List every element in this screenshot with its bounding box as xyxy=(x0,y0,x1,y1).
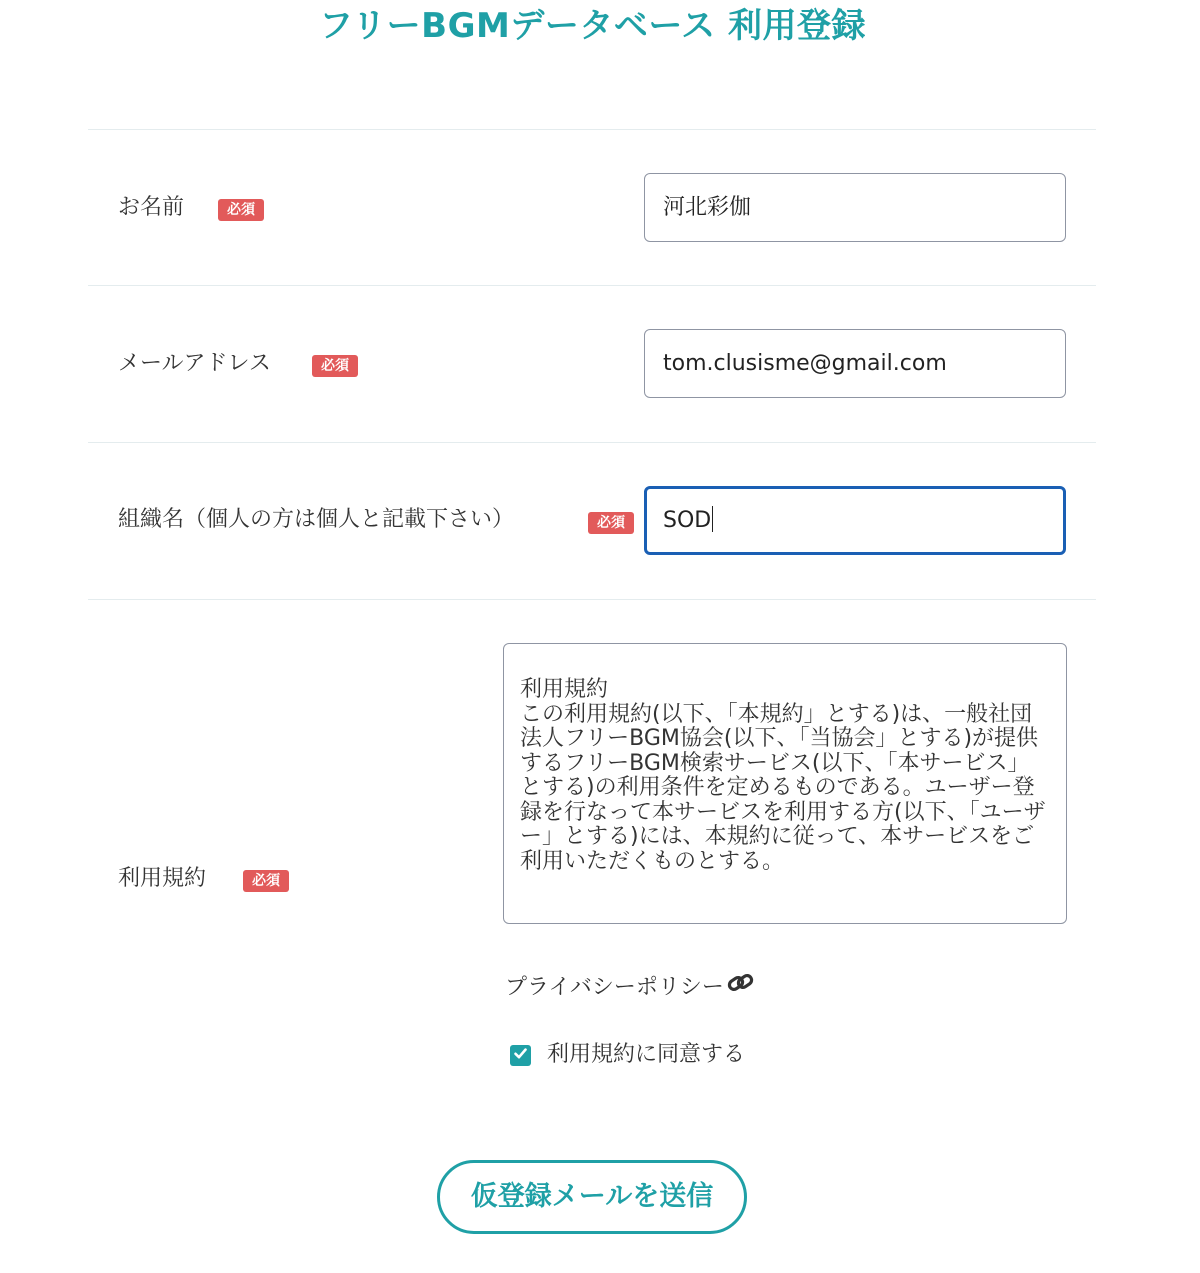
required-badge: 必須 xyxy=(243,870,289,892)
submit-button[interactable]: 仮登録メールを送信 xyxy=(437,1160,747,1234)
required-badge: 必須 xyxy=(588,512,634,534)
agree-checkbox-row[interactable] xyxy=(510,1040,745,1070)
required-badge: 必須 xyxy=(312,355,358,377)
required-badge: 必須 xyxy=(218,199,264,221)
terms-label: 利用規約 xyxy=(118,866,207,891)
organization-input-value: SOD xyxy=(663,508,712,533)
privacy-policy-link[interactable] xyxy=(505,970,756,1005)
divider xyxy=(88,129,1096,130)
email-label: メールアドレス xyxy=(118,351,271,376)
name-label: お名前 xyxy=(118,195,185,220)
terms-textarea[interactable] xyxy=(503,643,1067,924)
link-icon xyxy=(724,970,756,1005)
checkmark-icon xyxy=(513,1040,528,1070)
text-caret xyxy=(712,506,713,532)
terms-box-text: この利用規約(以下、「本規約」とする)は、一般社団法人フリーBGM協会(以下、「当協会」とする)が提供するフリーBGM検索サービス(以下、「本サービス」とする)の利用条件を定めるものである。ユーザー登録を行なって本サービスを利用する方(以下、「ユーザー」とする)には、本規約に従って、本サービスをご利用いただくものとする。 xyxy=(520,701,1046,874)
agree-checkbox[interactable] xyxy=(510,1045,531,1066)
organization-label: 組織名（個人の方は個人と記載下さい） xyxy=(118,507,515,532)
name-input[interactable]: 河北彩伽 xyxy=(644,173,1066,242)
divider xyxy=(88,599,1096,600)
page-title: フリーBGMデータベース 利用登録 xyxy=(319,6,866,46)
terms-box-title: 利用規約 xyxy=(520,677,609,702)
organization-input[interactable] xyxy=(644,486,1066,555)
privacy-policy-label: プライバシーポリシー xyxy=(505,974,724,1000)
agree-label: 利用規約に同意する xyxy=(547,1042,746,1067)
email-input[interactable]: tom.clusisme@gmail.com xyxy=(644,329,1066,398)
divider xyxy=(88,442,1096,443)
divider xyxy=(88,285,1096,286)
